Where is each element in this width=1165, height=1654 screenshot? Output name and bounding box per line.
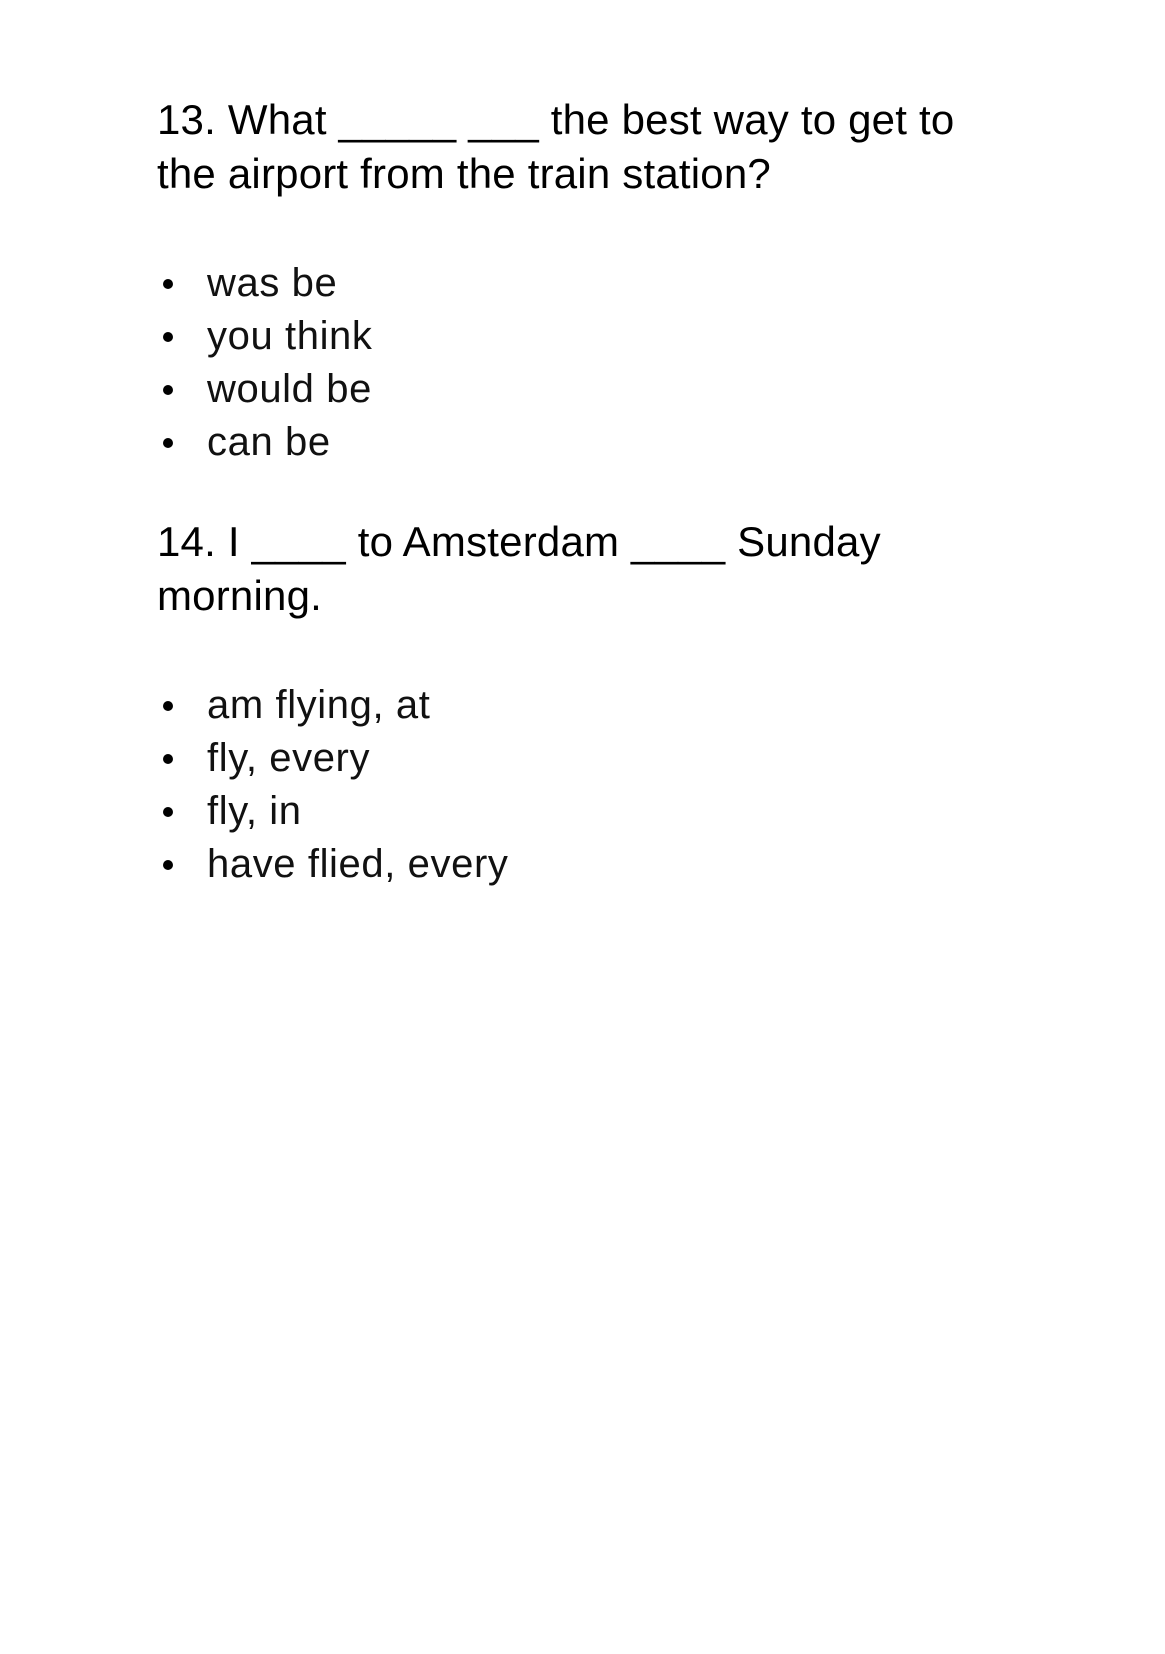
question-text: 14. I ____ to Amsterdam ____ Sunday morning. [157, 518, 881, 619]
option-label: was be [207, 261, 338, 305]
bullet-icon [163, 279, 173, 289]
question-text: 13. What _____ ___ the best way to get to the airport from the train station? [157, 96, 955, 197]
answer-options [157, 257, 1017, 469]
answer-option [157, 838, 1017, 891]
option-label: can be [207, 420, 331, 464]
option-label: am flying, at [207, 683, 431, 727]
bullet-icon [163, 385, 173, 395]
bullet-icon [163, 701, 173, 711]
answer-options [157, 679, 1017, 891]
option-label: would be [207, 367, 372, 411]
option-label: have flied, every [207, 842, 509, 886]
answer-option [157, 732, 1017, 785]
bullet-icon [163, 860, 173, 870]
option-label: fly, every [207, 736, 371, 780]
answer-option [157, 257, 1017, 310]
answer-option [157, 363, 1017, 416]
question-13 [157, 93, 1017, 469]
bullet-icon [163, 754, 173, 764]
bullet-icon [163, 438, 173, 448]
answer-option [157, 416, 1017, 469]
answer-option [157, 679, 1017, 732]
answer-option [157, 785, 1017, 838]
question-14 [157, 515, 1017, 891]
option-label: fly, in [207, 789, 302, 833]
answer-option [157, 310, 1017, 363]
bullet-icon [163, 807, 173, 817]
option-label: you think [207, 314, 373, 358]
bullet-icon [163, 332, 173, 342]
